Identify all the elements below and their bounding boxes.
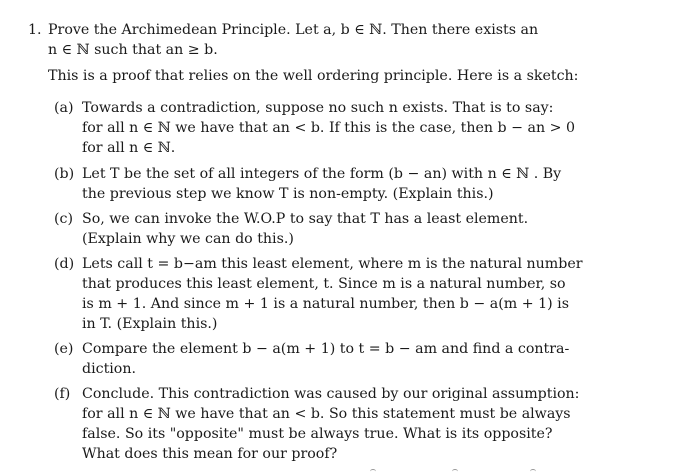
problem-number: 1. [28, 22, 42, 38]
part-f-line-4: What does this mean for our proof? [82, 446, 338, 462]
part-b-label: (b) [54, 166, 75, 182]
part-c-line-1: So, we can invoke the W.O.P to say that T has a least element. [82, 211, 529, 227]
cropped-glyph-mark [452, 469, 458, 474]
part-b-line-2: the previous step we know T is non-empty. (Explain this.) [82, 186, 494, 202]
cropped-glyph-mark [530, 469, 536, 474]
part-b-line-1: Let T be the set of all integers of the form (b − an) with n ∈ ℕ . By [82, 166, 562, 182]
part-c-label: (c) [54, 211, 74, 227]
part-e-line-1: Compare the element b − a(m + 1) to t = b − am and find a contra- [82, 341, 570, 357]
part-c-line-2: (Explain why we can do this.) [82, 231, 294, 247]
part-f-line-1: Conclude. This contradiction was caused by our original assumption: [82, 386, 580, 402]
part-d-line-4: in T. (Explain this.) [82, 316, 218, 332]
part-d-line-1: Lets call t = b−am this least element, where m is the natural number [82, 256, 583, 272]
problem-statement-line-2: n ∈ ℕ such that an ≥ b. [48, 42, 218, 58]
part-f-line-3: false. So its "opposite" must be always true. What is its opposite? [82, 426, 553, 442]
part-e-line-2: diction. [82, 361, 136, 377]
cropped-next-line [0, 466, 700, 475]
part-d-line-2: that produces this least element, t. Since m is a natural number, so [82, 276, 566, 292]
problem-statement-line-1: Prove the Archimedean Principle. Let a, b ∈ ℕ. Then there exists an [48, 22, 539, 38]
part-d-line-3: is m + 1. And since m + 1 is a natural number, then b − a(m + 1) is [82, 296, 569, 312]
part-f-label: (f) [54, 386, 71, 402]
part-a-line-2: for all n ∈ ℕ we have that an < b. If this is the case, then b − an > 0 [82, 120, 576, 136]
part-a-label: (a) [54, 100, 74, 116]
part-e-label: (e) [54, 341, 74, 357]
problem-intro: This is a proof that relies on the well ordering principle. Here is a sketch: [48, 68, 579, 84]
part-d-label: (d) [54, 256, 75, 272]
part-f-line-2: for all n ∈ ℕ we have that an < b. So this statement must be always [82, 406, 571, 422]
cropped-glyph-mark [370, 469, 376, 474]
part-a-line-3: for all n ∈ ℕ. [82, 140, 176, 156]
part-a-line-1: Towards a contradiction, suppose no such n exists. That is to say: [82, 100, 554, 116]
